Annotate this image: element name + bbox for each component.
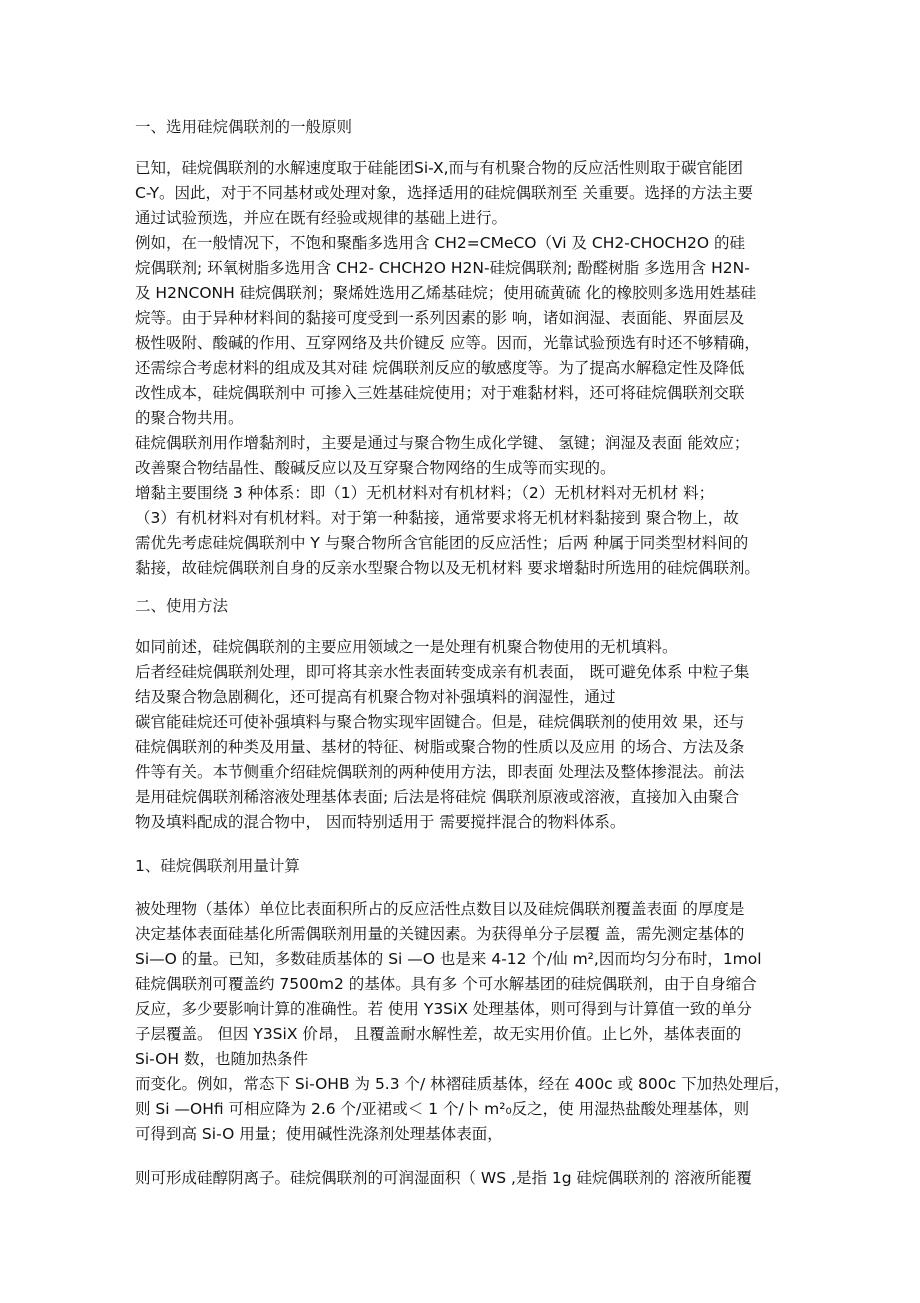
body-line: C-Y。因此，对于不同基材或处理对象，选择适用的硅烷偶联剂至 关重要。选择的方法主要: [135, 184, 753, 202]
body-line: 及 H2NCONH 硅烷偶联剂；聚烯姓选用乙烯基硅烷；使用硫黄硫 化的橡胶则多选用姓基硅: [135, 284, 757, 302]
body-line: 硅烷偶联剂用作增黏剂时，主要是通过与聚合物生成化学键、 氢键；润湿及表面 能效应；: [135, 434, 750, 452]
body-line: 需优先考虑硅烷偶联剂中 Y 与聚合物所含官能团的反应活性；后两 种属于同类型材料间的: [135, 534, 749, 552]
body-line: 后者经硅烷偶联剂处理，即可将其亲水性表面转变成亲有机表面， 既可避免体系 中粒子集: [135, 663, 750, 681]
body-line: 子层覆盖。 但因 Y3SiX 价昂， 且覆盖耐水解性差，故无实用价值。止匕外，基体表面的: [135, 1025, 742, 1043]
body-line: 碳官能硅烷还可使补强填料与聚合物实现牢固键合。但是，硅烷偶联剂的使用效 果，还与: [135, 713, 745, 731]
body-line: 则可形成硅醇阴离子。硅烷偶联剂的可润湿面积（ WS ,是指 1g 硅烷偶联剂的 溶液所能覆: [135, 1169, 752, 1187]
body-line: Si—O 的量。已知，多数硅质基体的 Si —O 也是来 4-12 个/仙 m²,因而均匀分布时，1mol: [135, 950, 762, 968]
body-line: 烷偶联剂; 环氧树脂多选用含 CH2- CHCH2O H2N-硅烷偶联剂; 酚醛树脂 多选用含 H2N-: [135, 259, 750, 277]
section-heading-1: 一、选用硅烷偶联剂的一般原则: [135, 118, 353, 136]
body-line: 硅烷偶联剂可覆盖约 7500m2 的基体。具有多 个可水解基团的硅烷偶联剂，由于自身缩合: [135, 975, 757, 993]
body-line: 决定基体表面硅基化所需偶联剂用量的关键因素。为获得单分子层覆 盖，需先测定基体的: [135, 925, 745, 943]
body-line: 还需综合考虑材料的组成及其对硅 烷偶联剂反应的敏感度等。为了提高水解稳定性及降低: [135, 359, 745, 377]
body-line: 物及填料配成的混合物中， 因而特别适用于 需要搅拌混合的物料体系。: [135, 813, 626, 831]
body-line: 如同前述，硅烷偶联剂的主要应用领域之一是处理有机聚合物使用的无机填料。: [135, 638, 678, 656]
body-line: 则 Si —OHfi 可相应降为 2.6 个/亚裙或＜ 1 个/卜 m²₀反之，使 用湿热盐酸处理基体，则: [135, 1100, 750, 1118]
body-line: 例如，在一般情况下，不饱和聚酯多选用含 CH2=CMeCO（Vi 及 CH2-CHOCH2O 的硅: [135, 234, 746, 252]
body-line: 可得到高 Si-O 用量；使用碱性洗涤剂处理基体表面，: [135, 1125, 503, 1143]
body-line: 结及聚合物急剧稠化，还可提高有机聚合物对补强填料的润湿性，通过: [135, 688, 616, 706]
body-line: 反应，多少要影响计算的准确性。若 使用 Y3SiX 处理基体，则可得到与计算值一致的单分: [135, 1000, 752, 1018]
body-line: 改性成本，硅烷偶联剂中 可掺入三姓基硅烷使用；对于难黏材料，还可将硅烷偶联剂交联: [135, 384, 745, 402]
body-line: Si-OH 数，也随加热条件: [135, 1050, 308, 1068]
body-line: 通过试验预选，并应在既有经验或规律的基础上进行。: [135, 209, 508, 227]
body-line: 增黏主要围绕 3 种体系：即（1）无机材料对有机材料；（2）无机材料对无机材 料；: [135, 484, 715, 502]
body-line: 硅烷偶联剂的种类及用量、基材的特征、树脂或聚合物的性质以及应用 的场合、方法及条: [135, 738, 745, 756]
body-line: （3）有机材料对有机材料。对于第一种黏接，通常要求将无机材料黏接到 聚合物上，故: [135, 509, 739, 527]
body-line: 被处理物（基体）单位比表面积所占的反应活性点数目以及硅烷偶联剂覆盖表面 的厚度是: [135, 900, 745, 918]
body-line: 而变化。例如，常态下 Si-OHB 为 5.3 个/ 林褶硅质基体，经在 400c 或 800c 下加热处理后，: [135, 1075, 790, 1093]
body-line: 的聚合物共用。: [135, 409, 244, 427]
section-heading-2: 二、使用方法: [135, 597, 229, 615]
body-line: 已知，硅烷偶联剂的水解速度取于硅能团Si-X,而与有机聚合物的反应活性则取于碳官能团: [135, 159, 744, 177]
body-line: 黏接，故硅烷偶联剂自身的反亲水型聚合物以及无机材料 要求增黏时所选用的硅烷偶联剂。: [135, 559, 760, 577]
body-line: 烷等。由于异种材料间的黏接可度受到一系列因素的影 响，诸如润湿、表面能、界面层及: [135, 309, 745, 327]
body-line: 极性吸附、酸碱的作用、互穿网络及共价键反 应等。因而，光靠试验预选有时还不够精确，: [135, 334, 760, 352]
body-line: 件等有关。本节侧重介绍硅烷偶联剂的两种使用方法，即表面 处理法及整体掺混法。前法: [135, 763, 745, 781]
body-line: 是用硅烷偶联剂稀溶液处理基体表面; 后法是将硅烷 偶联剂原液或溶液，直接加入由聚合: [135, 788, 740, 806]
body-line: 改善聚合物结晶性、酸碱反应以及互穿聚合物网络的生成等而实现的。: [135, 459, 616, 477]
section-heading-3: 1、硅烷偶联剂用量计算: [135, 857, 300, 875]
